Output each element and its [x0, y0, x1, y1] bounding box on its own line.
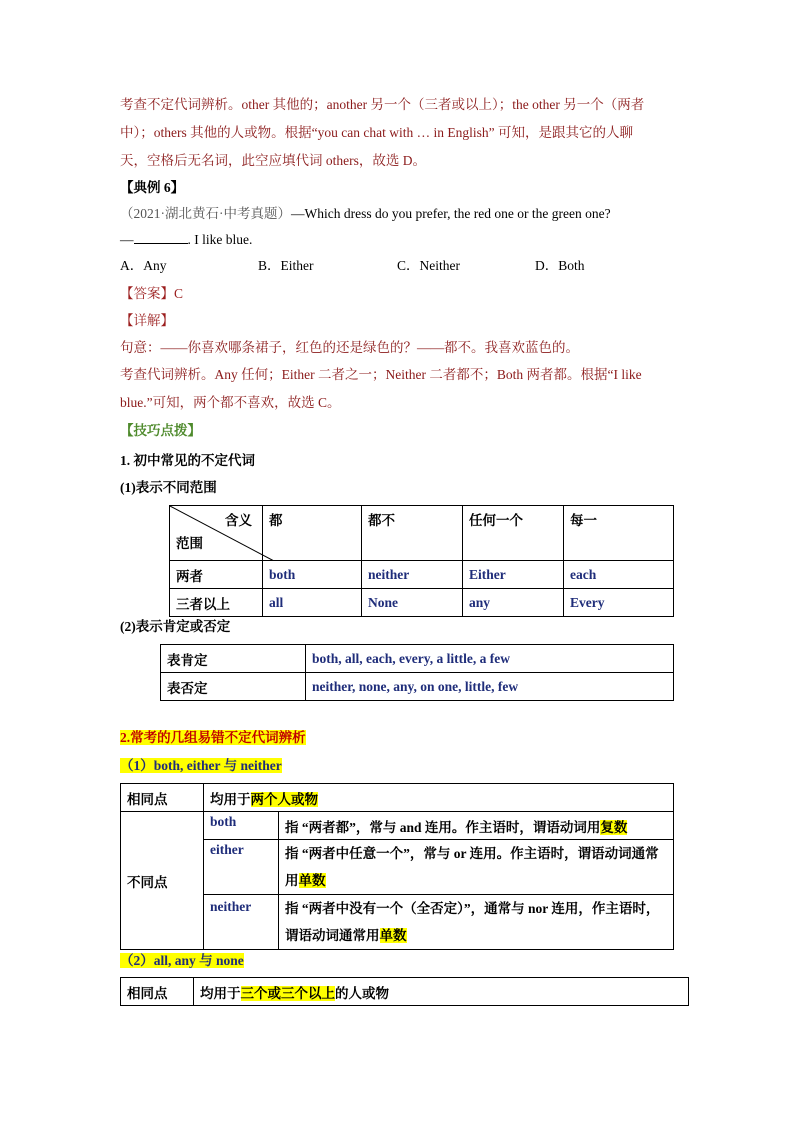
scope-table — [169, 505, 674, 617]
explain-cell — [279, 812, 674, 840]
table-row — [161, 645, 674, 673]
translation: 句意：——你喜欢哪条裙子，红色的还是绿色的？——都不。我喜欢蓝色的。 — [120, 340, 579, 355]
example-question: —Which dress do you prefer, the red one or the green one? — [291, 206, 611, 221]
reply-suffix: . I like blue. — [187, 232, 253, 247]
sub-4-text: （2）all, any 与 none — [120, 953, 244, 968]
row-label: 表肯定 — [161, 645, 306, 673]
example-reply-line — [120, 230, 252, 250]
value-post: 的人或物 — [335, 985, 389, 1001]
table-cell: any — [463, 589, 564, 617]
same-label: 相同点 — [121, 784, 204, 812]
option-b: B．Either — [258, 258, 314, 273]
same-value-highlight: 两个人或物 — [250, 791, 318, 807]
table-cell: both — [263, 561, 362, 589]
both-either-neither-table — [120, 783, 674, 950]
explain-text: 指 “两者中没有一个（全否定）”，通常与 nor 连用，作主语时，谓语动词通常用 — [285, 901, 660, 943]
diff-label: 不同点 — [121, 812, 204, 950]
all-any-none-table — [120, 977, 689, 1006]
same-label: 相同点 — [121, 978, 194, 1006]
row-label: 三者以上 — [170, 589, 263, 617]
example-heading: 【典例 6】 — [120, 180, 185, 195]
table-row — [170, 561, 674, 589]
same-value-pre: 均用于 — [210, 791, 251, 807]
header-cell: 任何一个 — [463, 506, 564, 561]
affirmative-negative-table — [160, 644, 674, 701]
sub-3-text: （1）both, either 与 neither — [120, 758, 282, 773]
corner-bottom-label: 范围 — [176, 536, 203, 551]
table-cell: all — [263, 589, 362, 617]
prev-explanation-line-3: 天，空格后无名词，此空应填代词 others，故选 D。 — [120, 153, 426, 168]
option-c: C．Neither — [397, 258, 460, 273]
section-1-title: 1. 初中常见的不定代词 — [120, 453, 255, 468]
option-a: A．Any — [120, 258, 167, 273]
analysis-line-1: 考查代词辨析。Any 任何；Either 二者之一；Neither 二者都不；Both 两者都。根据“I like — [120, 367, 642, 382]
explain-highlight: 单数 — [298, 873, 326, 888]
header-cell: 都不 — [362, 506, 463, 561]
example-question-line — [120, 204, 611, 224]
corner-top-label: 含义 — [225, 513, 252, 528]
value-pre: 均用于 — [200, 985, 241, 1001]
table-row — [170, 589, 674, 617]
word-cell: both — [204, 812, 279, 840]
sub-2-title: (2)表示肯定或否定 — [120, 619, 231, 634]
row-label: 表否定 — [161, 673, 306, 701]
table-cell: neither — [362, 561, 463, 589]
explain-highlight: 复数 — [600, 819, 628, 835]
tips-heading: 【技巧点拨】 — [120, 423, 201, 438]
table-cell: both, all, each, every, a little, a few — [306, 645, 674, 673]
explain-cell — [279, 895, 674, 950]
word-cell: neither — [204, 895, 279, 950]
table-cell: Every — [564, 589, 674, 617]
table-row — [161, 673, 674, 701]
sub-1-title: (1)表示不同范围 — [120, 480, 217, 495]
table-cell: neither, none, any, on one, little, few — [306, 673, 674, 701]
prev-explanation-line-2: 中）；others 其他的人或物。根据“you can chat with … in English” 可知，是跟其它的人聊 — [120, 125, 633, 140]
table-row — [121, 978, 689, 1006]
prev-explanation-line-1: 考查不定代词辨析。other 其他的；another 另一个（三者或以上）；the other 另一个（两者 — [120, 97, 645, 112]
table-corner-cell — [170, 506, 263, 561]
explain-cell — [279, 840, 674, 895]
table-row — [121, 784, 674, 812]
table-cell: each — [564, 561, 674, 589]
answer-blank — [134, 230, 188, 244]
analysis-line-2: blue.”可知，两个都不喜欢，故选 C。 — [120, 395, 341, 410]
same-value — [194, 978, 689, 1006]
explain-highlight: 单数 — [379, 928, 407, 943]
detail-label: 【详解】 — [120, 313, 174, 328]
reply-prefix: — — [120, 232, 134, 247]
sub-3-title — [120, 756, 282, 776]
row-label: 两者 — [170, 561, 263, 589]
table-cell: Either — [463, 561, 564, 589]
section-2-text: 2.常考的几组易错不定代词辨析 — [120, 730, 306, 745]
example-source: （2021·湖北黄石·中考真题） — [120, 206, 291, 221]
sub-4-title — [120, 951, 244, 971]
header-cell: 都 — [263, 506, 362, 561]
table-row — [121, 812, 674, 840]
word-cell: either — [204, 840, 279, 895]
value-highlight: 三个或三个以上 — [240, 985, 335, 1001]
table-row — [121, 895, 674, 950]
explain-text: 指 “两者中任意一个”，常与 or 连用。作主语时，谓语动词通常用 — [285, 846, 659, 888]
same-value — [204, 784, 674, 812]
explain-text: 指 “两者都”，常与 and 连用。作主语时，谓语动词用 — [285, 819, 601, 835]
answer-label: 【答案】C — [120, 286, 184, 301]
header-cell: 每一 — [564, 506, 674, 561]
table-cell: None — [362, 589, 463, 617]
table-row — [121, 840, 674, 895]
option-d: D．Both — [535, 258, 585, 273]
section-2-title — [120, 728, 306, 748]
